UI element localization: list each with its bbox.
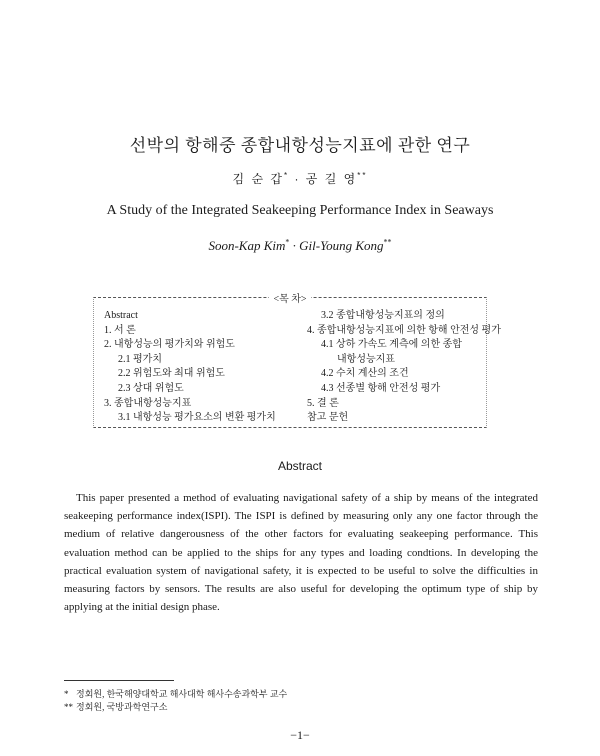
toc-item: 4.2 수치 계산의 조건 (321, 368, 409, 380)
footnote-text: 정회원, 한국해양대학교 해사대학 해사수송과학부 교수 (76, 689, 288, 699)
toc-item: 3.2 종합내항성능지표의 정의 (321, 310, 445, 321)
abstract-body (64, 489, 538, 616)
author-2-en: Gil-Young Kong (299, 238, 384, 253)
author-1-en: Soon-Kap Kim (208, 238, 286, 253)
toc-left-column (104, 309, 276, 426)
page-number: −1− (290, 728, 310, 742)
abstract-paragraph: This paper presented a method of evaluating navigational safety of a ship by means of the integrated seakeeping performance index(ISPI). The ISPI is defined by measuring only any one factor through the medium of relative dangerousness of the other factors for evaluating seakeeping performance. This evaluation method can be applied to the ships for any types and loading condtions. In developing the practical evaluation system of navigational safety, it is expected to be useful to solve the difficulties in measuring factors by sensors. The results are also useful for developing the optimum type of ship by applying at the initial design phase. (64, 492, 538, 614)
footnote-rule (64, 680, 174, 681)
toc-item: 4. 종합내항성능지표에 의한 항해 안전성 평가 (307, 324, 501, 336)
toc-item: 2.1 평가치 (118, 353, 162, 365)
toc-item: 4.1 상하 가속도 계측에 의한 종합 (321, 339, 462, 351)
abstract-heading: Abstract (277, 459, 322, 473)
toc-right-column (307, 309, 501, 426)
toc-heading: <목 차> (269, 294, 310, 305)
toc-item: 3. 종합내항성능지표 (104, 397, 192, 409)
footnote-mark: ** (64, 702, 73, 712)
toc-item: 참고 문헌 (307, 412, 349, 424)
title-korean: 선박의 항해중 종합내항성능지표에 관한 연구 (129, 136, 471, 155)
toc-item: Abstract (104, 310, 138, 321)
author-1-ko-mark: * (283, 171, 290, 180)
toc-item: 4.3 선종별 항해 안전성 평가 (321, 382, 441, 394)
author-2-ko-mark: ** (357, 171, 368, 180)
footnote (64, 701, 287, 714)
footnote-mark: * (64, 689, 69, 699)
author-separator-en: · (289, 238, 300, 253)
author-1-en-mark: * (285, 237, 290, 247)
footnotes (64, 688, 287, 714)
toc-item: 3.1 내항성능 평가요소의 변환 평가치 (118, 412, 276, 424)
author-1-ko: 김 순 갑 (232, 172, 284, 186)
author-2-en-mark: ** (383, 237, 392, 247)
title-english: A Study of the Integrated Seakeeping Performance Index in Seaways (106, 203, 494, 218)
footnote (64, 688, 287, 701)
footnote-text: 정회원, 국방과학연구소 (76, 702, 168, 712)
table-of-contents (93, 294, 501, 428)
toc-item: 5. 결 론 (307, 397, 339, 409)
authors-english (0, 238, 600, 254)
author-2-ko: 공 길 영 (305, 172, 358, 186)
author-separator-ko: · (289, 172, 306, 186)
toc-item: 2.3 상대 위험도 (118, 382, 184, 394)
toc-item: 2.2 위험도와 최대 위험도 (118, 368, 225, 380)
authors-korean (0, 170, 600, 187)
toc-item: 내항성능지표 (337, 353, 395, 365)
toc-item: 1. 서 론 (104, 324, 136, 336)
toc-item: 2. 내항성능의 평가치와 위험도 (104, 339, 235, 351)
